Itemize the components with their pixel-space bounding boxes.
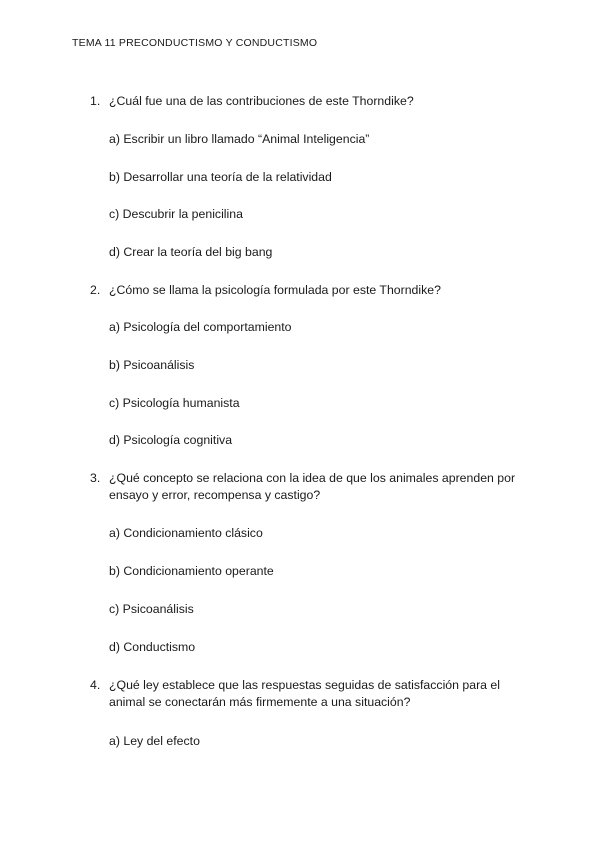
question-text: ¿Qué concepto se relaciona con la idea de que los animales aprenden por ensayo y error, recompensa y castigo? (109, 471, 516, 502)
answer-option: b) Psicoanálisis (109, 358, 195, 372)
question-number: 2. (90, 283, 101, 297)
answer-option: d) Psicología cognitiva (109, 433, 233, 447)
answer-option: b) Condicionamiento operante (109, 564, 274, 578)
answer-option: d) Conductismo (109, 640, 196, 654)
answer-option: c) Descubrir la penicilina (109, 207, 243, 221)
answer-option: a) Escribir un libro llamado “Animal Inteligencia” (109, 132, 370, 146)
answer-option: c) Psicología humanista (109, 396, 240, 410)
question-2 (90, 282, 530, 299)
question-1 (90, 93, 530, 110)
answer-option: a) Ley del efecto (109, 734, 200, 748)
answer-option: c) Psicoanálisis (109, 602, 194, 616)
question-number: 4. (90, 678, 101, 692)
question-number: 3. (90, 471, 101, 485)
page-header-title: TEMA 11 PRECONDUCTISMO Y CONDUCTISMO (72, 37, 318, 49)
question-4 (90, 677, 530, 711)
answer-option: b) Desarrollar una teoría de la relatividad (109, 170, 332, 184)
answer-option: d) Crear la teoría del big bang (109, 245, 273, 259)
question-text: ¿Cómo se llama la psicología formulada por este Thorndike? (109, 283, 441, 297)
question-text: ¿Cuál fue una de las contribuciones de este Thorndike? (109, 94, 414, 108)
answer-option: a) Condicionamiento clásico (109, 526, 263, 540)
answer-option: a) Psicología del comportamiento (109, 320, 292, 334)
question-text: ¿Qué ley establece que las respuestas seguidas de satisfacción para el animal se conectarán más firmemente a una situación? (109, 678, 500, 709)
question-number: 1. (90, 94, 101, 108)
question-3 (90, 470, 530, 504)
